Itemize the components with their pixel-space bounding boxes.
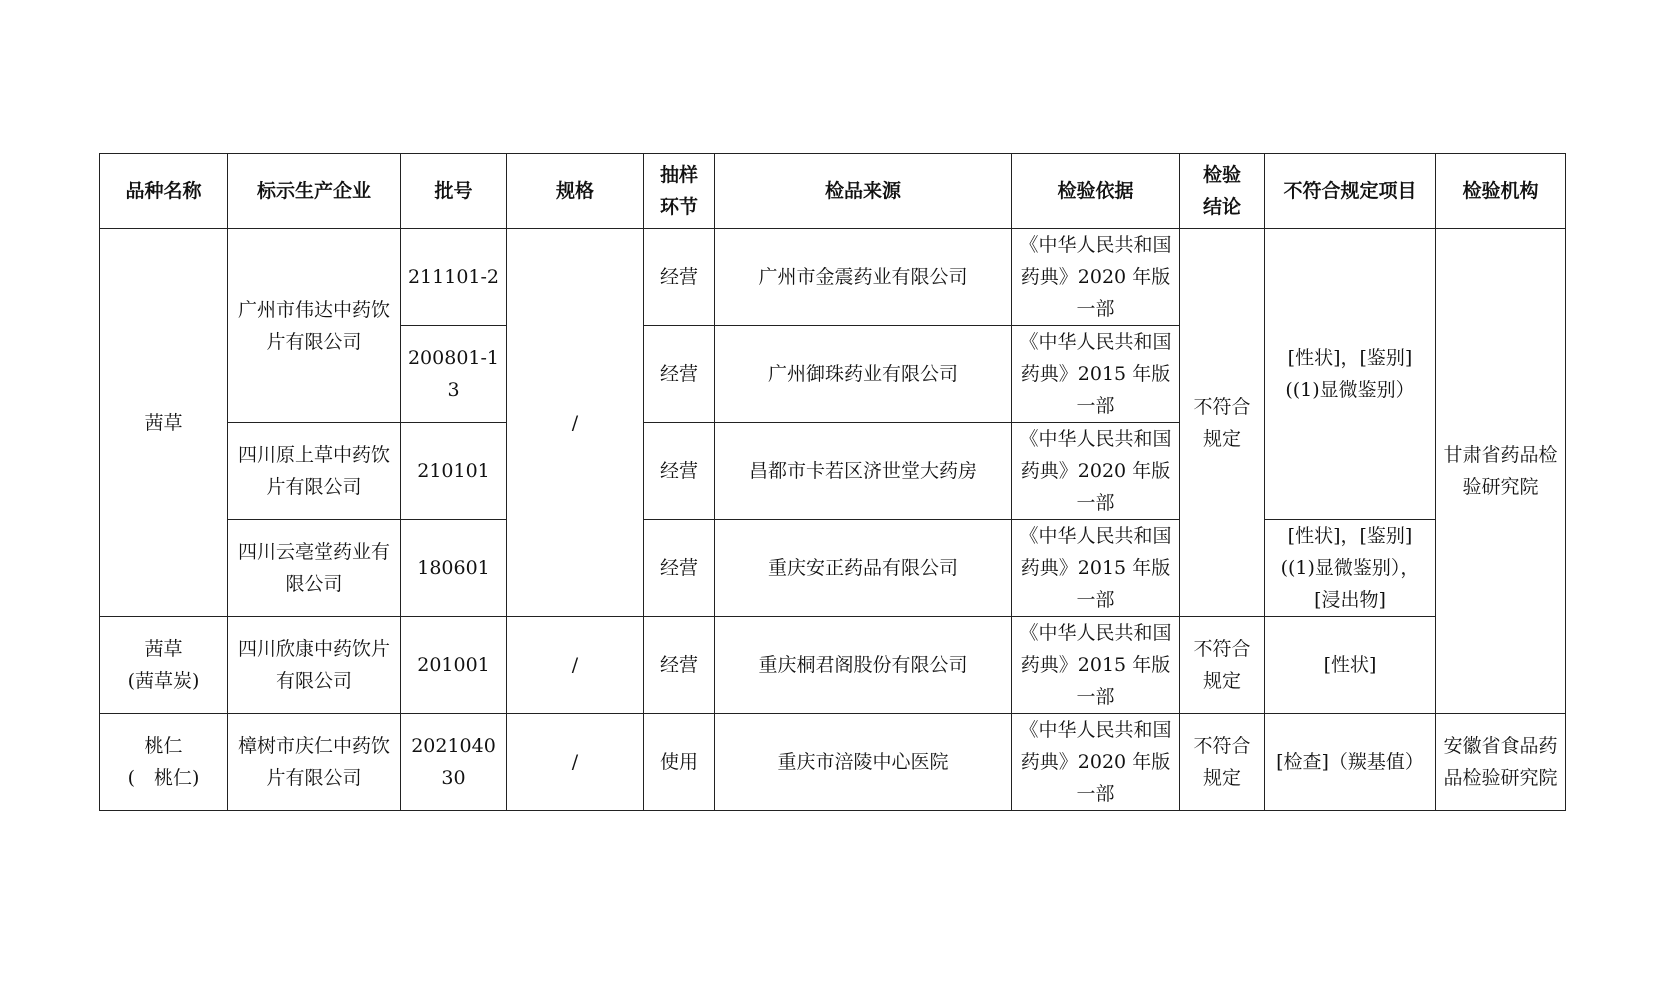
conclusion-cell: 不符合规定 — [1180, 617, 1265, 714]
source-cell: 昌都市卡若区济世堂大药房 — [715, 423, 1012, 520]
table-body — [100, 229, 1566, 811]
spec-cell: / — [507, 229, 644, 617]
source-cell: 重庆市涪陵中心医院 — [715, 714, 1012, 811]
nonconforming-cell: [性状]，[鉴别]((1)显微鉴别） — [1265, 229, 1436, 520]
header-institution: 检验机构 — [1436, 154, 1566, 229]
variety-cell: 茜草 (茜草炭) — [100, 617, 228, 714]
source-cell: 重庆桐君阁股份有限公司 — [715, 617, 1012, 714]
table-row — [100, 617, 1566, 714]
nonconforming-cell: [性状] — [1265, 617, 1436, 714]
institution-cell: 安徽省食品药品检验研究院 — [1436, 714, 1566, 811]
manufacturer-cell: 广州市伟达中药饮片有限公司 — [228, 229, 401, 423]
spec-cell: / — [507, 714, 644, 811]
batch-cell: 202104030 — [401, 714, 507, 811]
nonconforming-cell: [检查]（羰基值） — [1265, 714, 1436, 811]
stage-cell: 经营 — [644, 229, 715, 326]
header-nonconforming-items: 不符合规定项目 — [1265, 154, 1436, 229]
header-sampling-stage: 抽样 环节 — [644, 154, 715, 229]
stage-cell: 经营 — [644, 326, 715, 423]
batch-cell: 200801-13 — [401, 326, 507, 423]
table-row — [100, 520, 1566, 617]
stage-cell: 使用 — [644, 714, 715, 811]
stage-cell: 经营 — [644, 617, 715, 714]
manufacturer-cell: 四川云亳堂药业有限公司 — [228, 520, 401, 617]
variety-cell: 桃仁 ( 桃仁) — [100, 714, 228, 811]
header-inspection-basis: 检验依据 — [1012, 154, 1180, 229]
header-manufacturer: 标示生产企业 — [228, 154, 401, 229]
nonconforming-cell: [性状]，[鉴别]((1)显微鉴别），[浸出物] — [1265, 520, 1436, 617]
basis-cell: 《中华人民共和国药典》2015 年版一部 — [1012, 617, 1180, 714]
manufacturer-cell: 四川欣康中药饮片有限公司 — [228, 617, 401, 714]
batch-cell: 201001 — [401, 617, 507, 714]
header-variety: 品种名称 — [100, 154, 228, 229]
header-row — [100, 154, 1566, 229]
table-header — [100, 154, 1566, 229]
header-sample-source: 检品来源 — [715, 154, 1012, 229]
conclusion-cell: 不符合规定 — [1180, 229, 1265, 617]
manufacturer-cell: 四川原上草中药饮片有限公司 — [228, 423, 401, 520]
inspection-results-table — [99, 153, 1566, 811]
header-spec: 规格 — [507, 154, 644, 229]
source-cell: 重庆安正药品有限公司 — [715, 520, 1012, 617]
header-conclusion: 检验 结论 — [1180, 154, 1265, 229]
basis-cell: 《中华人民共和国药典》2020 年版一部 — [1012, 714, 1180, 811]
table-row — [100, 229, 1566, 326]
spec-cell: / — [507, 617, 644, 714]
stage-cell: 经营 — [644, 423, 715, 520]
stage-cell: 经营 — [644, 520, 715, 617]
basis-cell: 《中华人民共和国药典》2015 年版一部 — [1012, 326, 1180, 423]
variety-cell: 茜草 — [100, 229, 228, 617]
header-batch: 批号 — [401, 154, 507, 229]
manufacturer-cell: 樟树市庆仁中药饮片有限公司 — [228, 714, 401, 811]
basis-cell: 《中华人民共和国药典》2015 年版一部 — [1012, 520, 1180, 617]
conclusion-cell: 不符合规定 — [1180, 714, 1265, 811]
source-cell: 广州市金震药业有限公司 — [715, 229, 1012, 326]
basis-cell: 《中华人民共和国药典》2020 年版一部 — [1012, 423, 1180, 520]
basis-cell: 《中华人民共和国药典》2020 年版一部 — [1012, 229, 1180, 326]
batch-cell: 210101 — [401, 423, 507, 520]
batch-cell: 180601 — [401, 520, 507, 617]
institution-cell: 甘肃省药品检验研究院 — [1436, 229, 1566, 714]
table-row — [100, 714, 1566, 811]
batch-cell: 211101-2 — [401, 229, 507, 326]
source-cell: 广州御珠药业有限公司 — [715, 326, 1012, 423]
